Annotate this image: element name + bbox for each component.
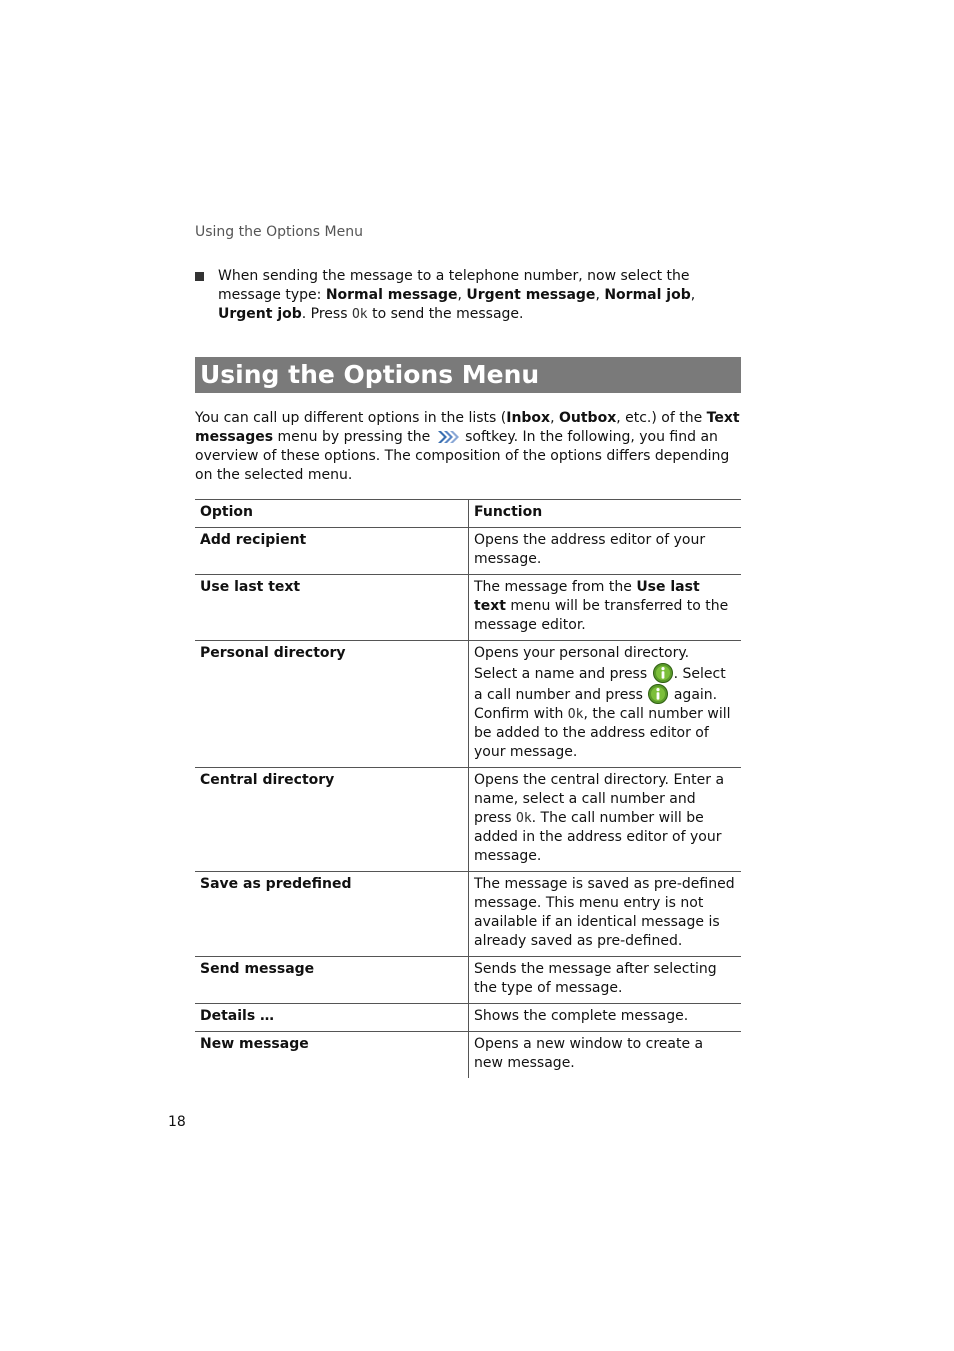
table-row [195, 872, 741, 957]
bullet-text: When sending the message to a telephone number, now select the message type: Normal message, Urgent message, Normal job, Urgent job. Press Ok to send the message. [218, 268, 696, 322]
inbox-term: Inbox [506, 410, 551, 426]
use-last-text-term: Use last text [474, 579, 700, 614]
table-row [195, 957, 741, 1004]
section-title: Using the Options Menu [200, 360, 540, 389]
table-row [195, 1032, 741, 1079]
bullet-item [195, 267, 741, 324]
function-cell: Opens the central directory. Enter a name, select a call number and press Ok. The call number will be added in the address editor of your message. [469, 768, 742, 872]
ok-key-label: Ok [351, 307, 368, 322]
option-cell: Use last text [200, 579, 301, 595]
table-row [195, 641, 741, 768]
option-cell: Central directory [200, 772, 335, 788]
function-cell: The message from the Use last text menu will be transferred to the message editor. [469, 575, 742, 641]
normal-job-term: Normal job [604, 287, 691, 303]
function-cell: Opens a new window to create a new message. [469, 1032, 742, 1079]
function-cell: Sends the message after selecting the type of message. [469, 957, 742, 1004]
function-cell: Shows the complete message. [469, 1004, 742, 1032]
text-messages-term: Text messages [195, 410, 740, 445]
running-head: Using the Options Menu [195, 224, 363, 240]
table-row [195, 768, 741, 872]
table-row [195, 1004, 741, 1032]
table-row [195, 575, 741, 641]
function-cell: Opens the address editor of your message. [469, 528, 742, 575]
option-cell: Personal directory [200, 645, 346, 661]
intro-paragraph: You can call up different options in the lists (Inbox, Outbox, etc.) of the Text messages menu by pressing the softkey. In the following, you find an overview of these options. The composition of the options differs depending on the selected menu. [195, 410, 740, 483]
urgent-message-term: Urgent message [466, 287, 596, 303]
option-cell: Save as predefined [200, 876, 352, 892]
ok-key-label: Ok [567, 707, 584, 722]
info-key-icon [648, 684, 668, 704]
option-cell: New message [200, 1036, 309, 1052]
header-function: Function [469, 500, 742, 528]
forward-softkey-icon [437, 430, 459, 444]
page-number: 18 [168, 1114, 186, 1130]
function-cell: Opens your personal directory. Select a name and press . Select a call number and press again. Confirm with Ok, the call number will be added to the address editor of your message. [469, 641, 742, 768]
ok-key-label: Ok [516, 811, 532, 826]
option-cell: Send message [200, 961, 315, 977]
table-header-row [195, 500, 741, 528]
option-cell: Add recipient [200, 532, 307, 548]
table-row [195, 528, 741, 575]
urgent-job-term: Urgent job [218, 306, 302, 322]
normal-message-term: Normal message [325, 287, 458, 303]
bullet-square-icon [195, 272, 204, 281]
option-cell: Details … [200, 1008, 275, 1024]
outbox-term: Outbox [559, 410, 617, 426]
section-header-bar [195, 357, 741, 393]
options-table [195, 499, 741, 1078]
header-option: Option [200, 504, 253, 520]
info-key-icon [653, 663, 673, 683]
function-cell: The message is saved as pre-defined message. This menu entry is not available if an identical message is already saved as pre-defined. [469, 872, 742, 957]
